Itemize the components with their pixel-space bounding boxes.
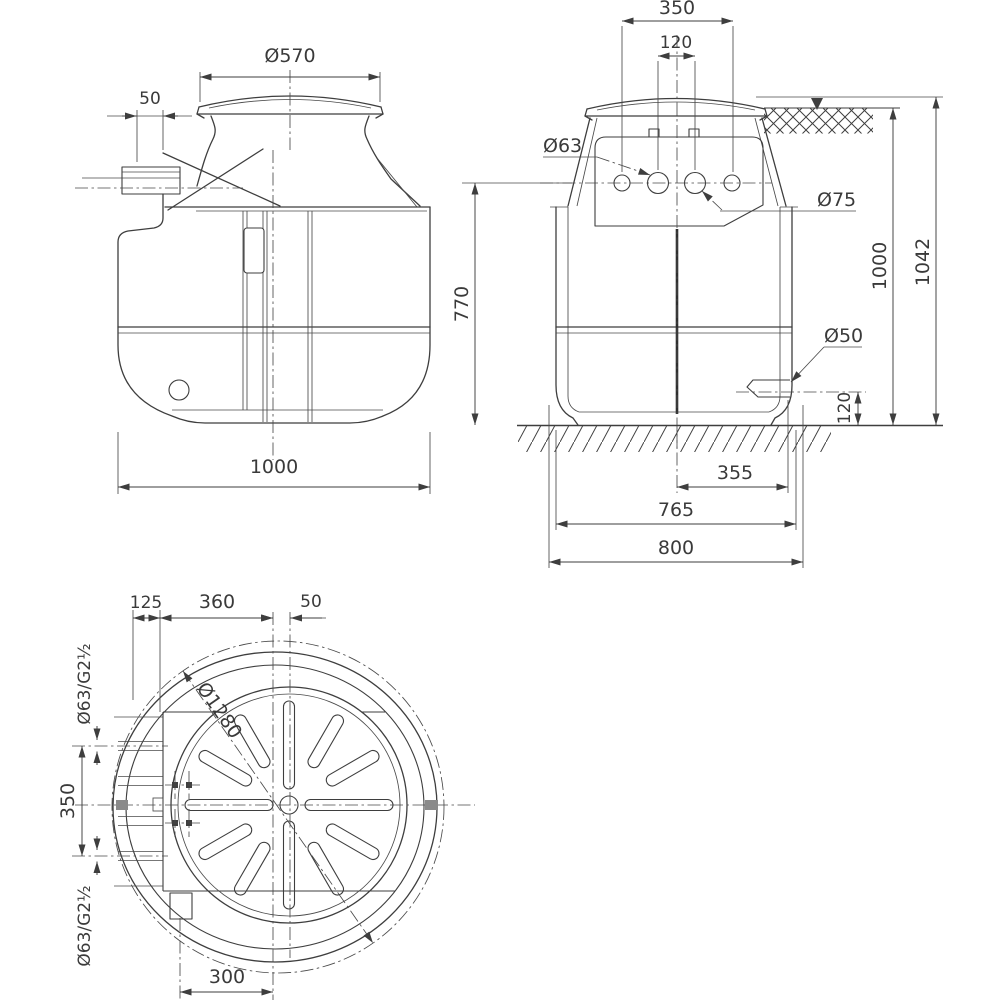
plan-right-port-mark — [425, 800, 438, 810]
dim-label-side-holes-inner: 120 — [659, 33, 693, 53]
callout-label-plan-inlet-bottom: Ø63/G2½ — [75, 885, 95, 967]
side-lid — [585, 99, 767, 121]
dim-label-plan-lid-center-offset: 50 — [300, 592, 322, 612]
dim-label-plan-edge-offset: 125 — [129, 593, 163, 613]
plan-outlet-tab — [170, 893, 192, 919]
dim-label-side-outer-width: 765 — [657, 499, 695, 521]
dim-label-side-holes-span: 350 — [658, 0, 696, 19]
dim-label-side-buried-depth: 1000 — [869, 241, 891, 291]
dim-label-plan-lid-offset: 360 — [198, 591, 236, 613]
callout-outlet — [791, 325, 863, 382]
dim-label-side-body-height: 770 — [451, 285, 473, 323]
dim-label-side-total-height: 1042 — [912, 237, 934, 287]
front-drain-hole — [169, 380, 189, 400]
plan-mounting-box — [114, 712, 395, 891]
dim-side-holes-span — [622, 0, 733, 172]
dim-label-front-body-width: 1000 — [249, 456, 299, 478]
front-body — [118, 194, 430, 423]
front-slope-edge — [163, 153, 280, 206]
front-view — [75, 45, 430, 494]
front-slope-edge2 — [168, 149, 263, 210]
ground-level — [756, 97, 943, 134]
dim-label-side-overall-width: 800 — [657, 537, 695, 559]
dim-side-buried-depth — [869, 108, 893, 425]
dim-label-side-outlet-offset: 355 — [716, 462, 754, 484]
callout-label-cable: Ø75 — [817, 189, 857, 211]
dim-front-body-width — [118, 432, 430, 494]
callout-label-plan-inlet-top: Ø63/G2½ — [75, 643, 95, 725]
floor — [517, 426, 943, 453]
dim-label-plan-outlet-offset: 300 — [208, 966, 246, 988]
front-inlet-stub — [75, 167, 243, 194]
plan-view — [57, 591, 475, 1000]
dim-label-plan-inlet-spacing: 350 — [57, 782, 79, 820]
dim-label-front-inlet-offset: 50 — [139, 89, 161, 109]
dim-label-plan-circle-diameter: Ø1280 — [191, 678, 247, 743]
dim-side-total-height — [912, 97, 936, 425]
side-view — [451, 0, 943, 568]
dim-label-front-lid-diameter: Ø570 — [264, 45, 316, 67]
callout-label-outlet: Ø50 — [824, 325, 864, 347]
dim-side-outlet-height — [835, 392, 858, 425]
dim-label-side-outlet-height: 120 — [835, 391, 855, 425]
callout-cable-duct — [702, 189, 856, 211]
dim-side-holes-inner — [658, 33, 695, 170]
front-nameplate — [244, 228, 264, 273]
dim-plan-circle-diameter — [183, 671, 373, 943]
callout-label-inlet: Ø63 — [543, 135, 583, 157]
plan-bolts — [165, 771, 200, 837]
floor-hatch — [518, 426, 831, 452]
front-neck — [163, 116, 420, 210]
plan-left-port-mark — [116, 800, 128, 810]
dim-front-inlet-offset — [107, 89, 192, 162]
dim-plan-outlet-offset — [180, 918, 273, 1000]
soil-hatch — [764, 109, 873, 134]
dim-side-body-height — [451, 183, 572, 425]
